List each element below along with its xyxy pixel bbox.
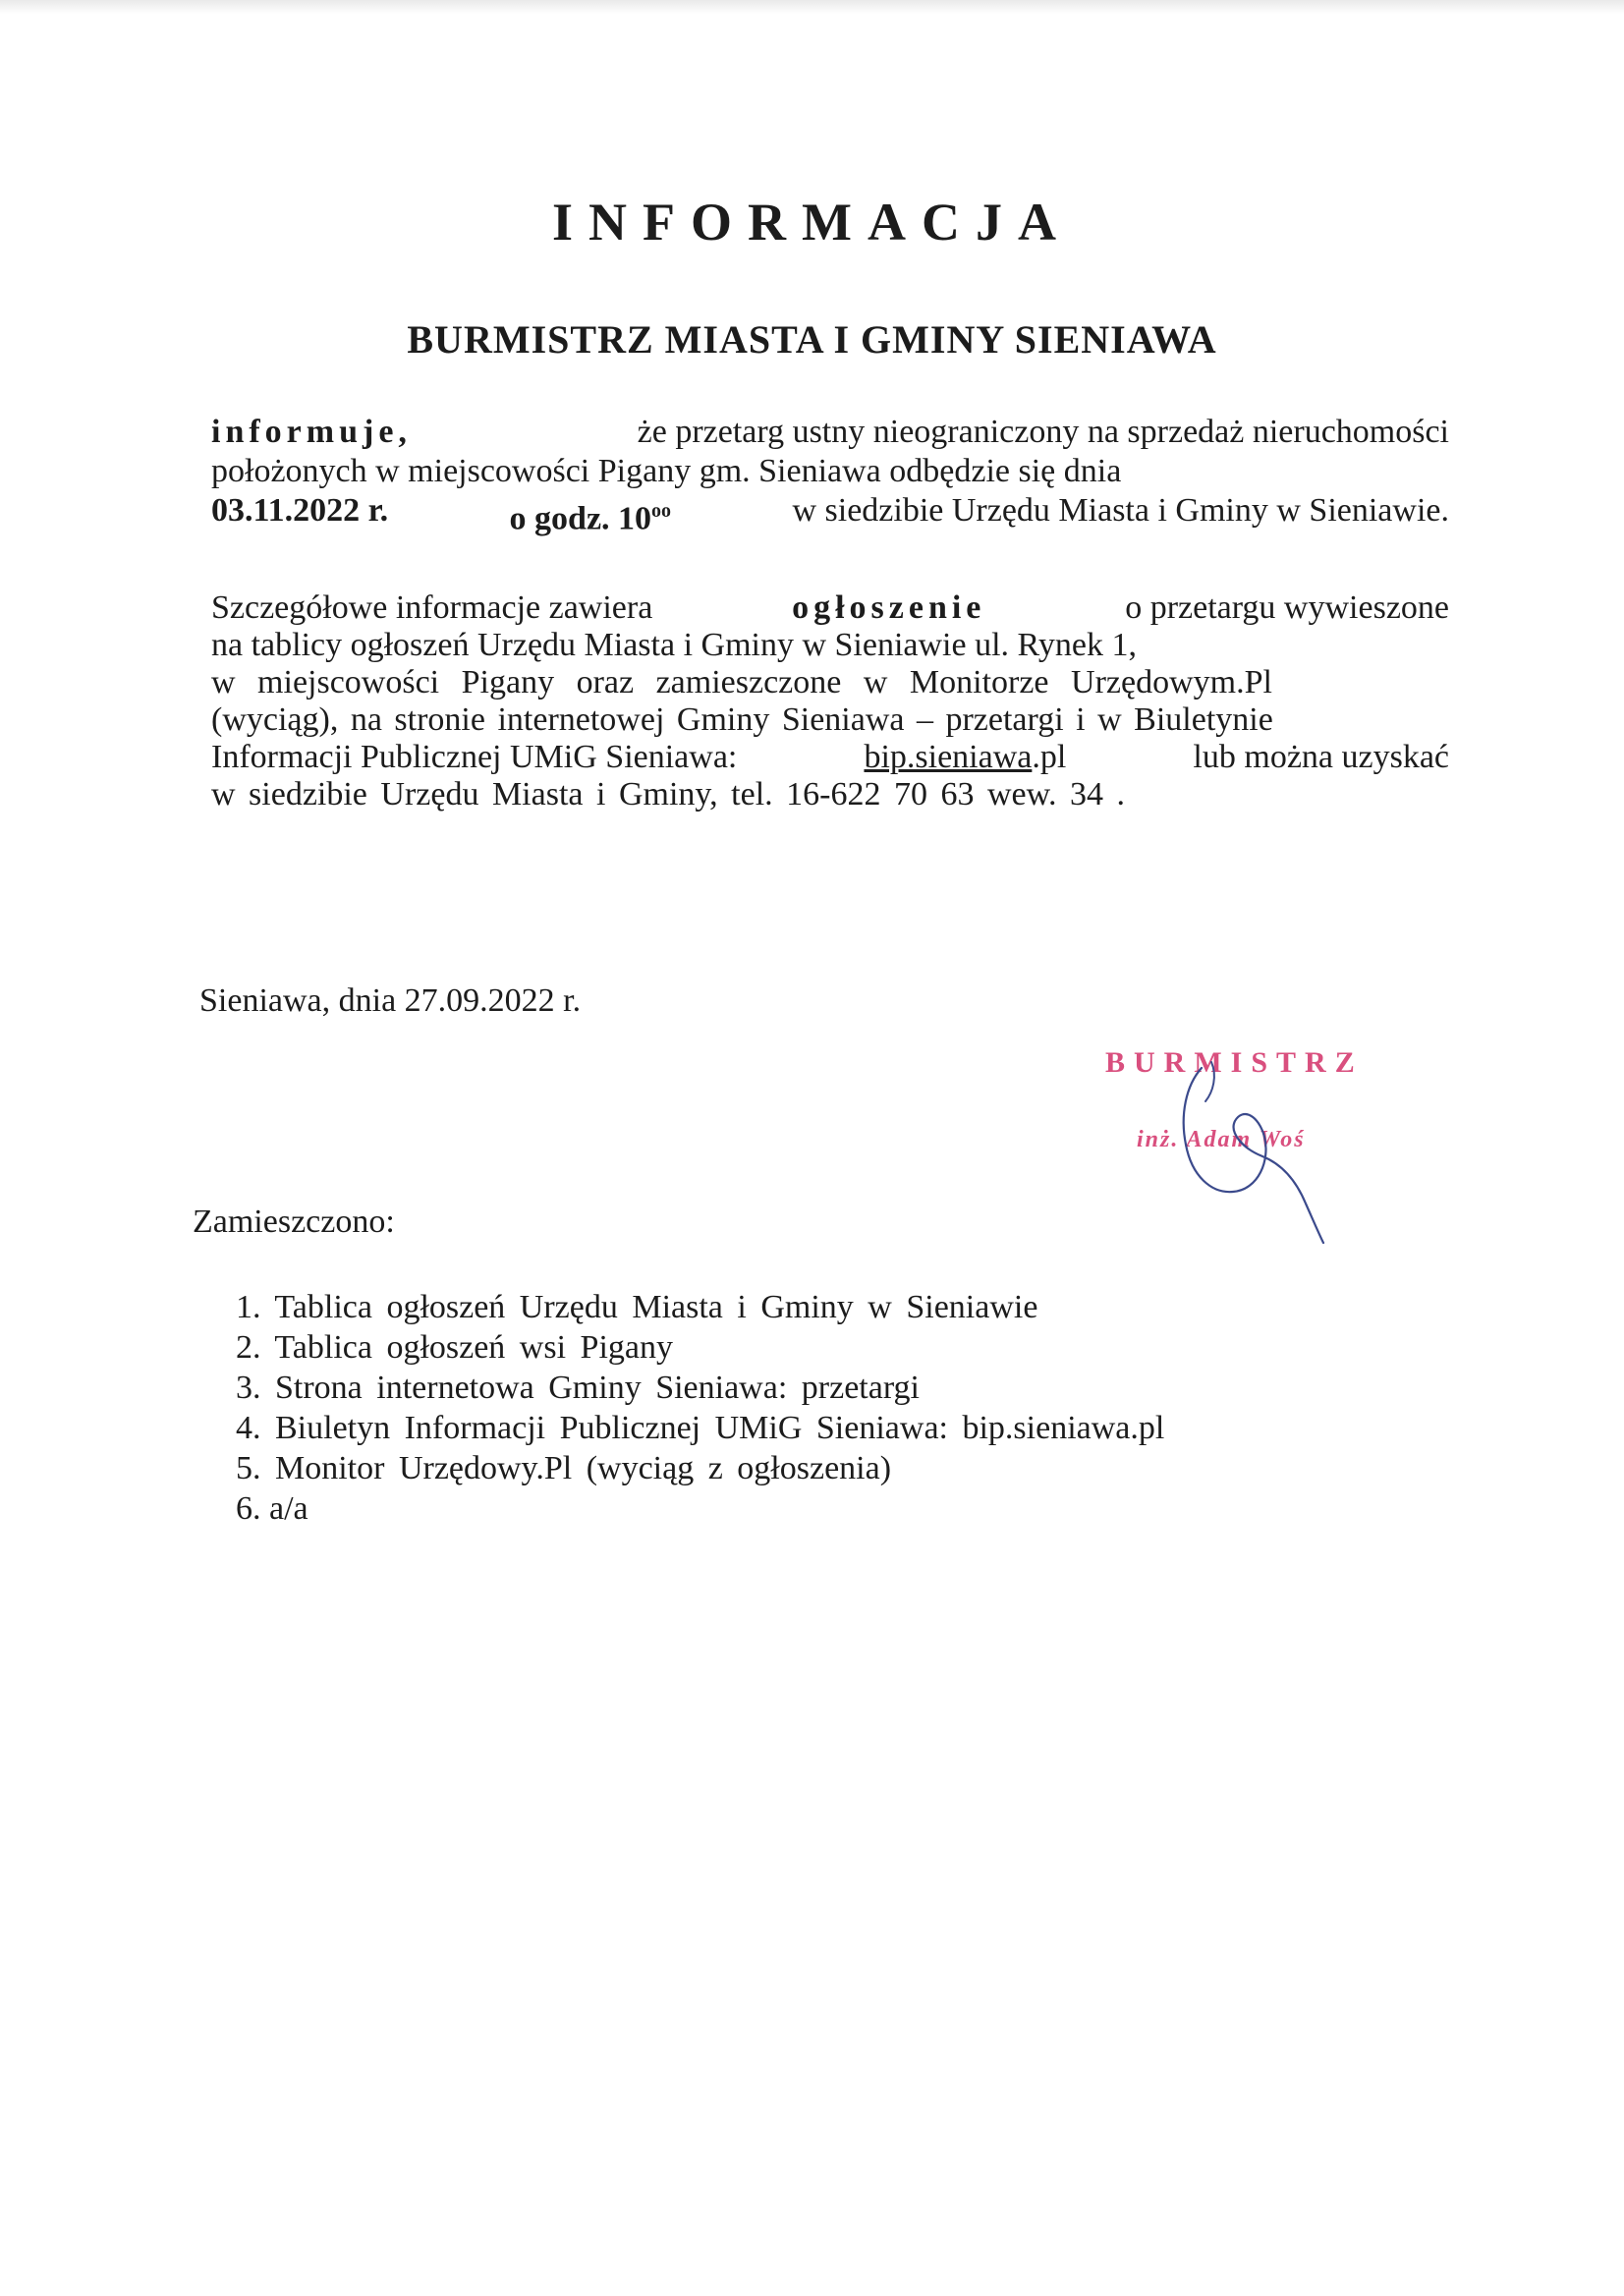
bip-link-text: bip.sieniawa.pl: [864, 739, 1067, 775]
document-subtitle: BURMISTRZ MIASTA I GMINY SIENIAWA: [407, 317, 1217, 362]
paragraph1-line3: [211, 491, 1449, 538]
paragraph1-line2-text: położonych w miejscowości Pigany gm. Sieniawa odbędzie się dnia: [211, 453, 1122, 489]
paragraph-announcement: [211, 413, 1449, 538]
paragraph2-line4: [211, 701, 1449, 739]
paragraph2-line4-text: (wyciąg), na stronie internetowej Gminy Sieniawa – przetargi i w Biuletynie: [211, 701, 1273, 738]
paragraph2-line1: [211, 589, 1449, 627]
paragraph2-line2-text: na tablicy ogłoszeń Urzędu Miasta i Gminy w Sieniawie ul. Rynek 1,: [211, 627, 1137, 663]
paragraph-details: [211, 589, 1449, 813]
paragraph2-line5-start: Informacji Publicznej UMiG Sieniawa:: [211, 739, 738, 775]
paragraph1-line1-text: że przetarg ustny nieograniczony na sprzedaż nieruchomości: [637, 414, 1449, 450]
paragraph2-line3: [211, 664, 1449, 701]
auction-time: o godz. $10^{oo}$: [509, 500, 672, 537]
handwritten-signature: [1095, 1046, 1390, 1253]
stamp-title: BURMISTRZ: [1105, 1046, 1364, 1079]
paragraph2-line3-text: w miejscowości Pigany oraz zamieszczone w Monitorze Urzędowym.Pl: [211, 664, 1272, 700]
paragraph2-line1-end: o przetargu wywieszone: [1125, 589, 1449, 626]
place-and-date: Sieniawa, dnia 27.09.2022 r.: [199, 982, 582, 1019]
stamp-name: inż. Adam Woś: [1137, 1127, 1306, 1152]
paragraph1-line3-text: w siedzibie Urzędu Miasta i Gminy w Sieniawie.: [792, 492, 1449, 529]
list-item: 1. Tablica ogłoszeń Urzędu Miasta i Gminy w Sieniawie: [236, 1289, 1038, 1325]
list-item: 2. Tablica ogłoszeń wsi Pigany: [236, 1329, 673, 1366]
ogloszenie-word: ogłoszenie: [792, 589, 986, 626]
paragraph1-line1: [211, 413, 1449, 452]
informuje-word: informuje,: [211, 414, 412, 450]
document-title: INFORMACJA: [552, 193, 1072, 252]
list-item: 5. Monitor Urzędowy.Pl (wyciąg z ogłoszenia): [236, 1450, 892, 1486]
paragraph2-line1-start: Szczegółowe informacje zawiera: [211, 589, 653, 626]
list-item: 6. a/a: [236, 1490, 308, 1527]
paragraph2-line6: [211, 776, 1449, 813]
paragraph1-line2: [211, 452, 1449, 491]
paragraph2-line5: [211, 739, 1449, 776]
placed-label: Zamieszczono:: [193, 1204, 395, 1240]
paragraph2-line5-end: lub można uzyskać: [1193, 739, 1449, 775]
auction-date: 03.11.2022 r.: [211, 492, 389, 529]
list-item: 4. Biuletyn Informacji Publicznej UMiG Sieniawa: bip.sieniawa.pl: [236, 1410, 1165, 1446]
paragraph2-line2: [211, 627, 1449, 664]
list-item: 3. Strona internetowa Gminy Sieniawa: przetargi: [236, 1370, 920, 1406]
mayor-stamp: [1095, 1046, 1390, 1253]
placement-list: [236, 1287, 1164, 1529]
scan-edge: [0, 0, 1624, 14]
paragraph2-line6-text: w siedzibie Urzędu Miasta i Gminy, tel. 16-622 70 63 wew. 34 .: [211, 776, 1125, 812]
